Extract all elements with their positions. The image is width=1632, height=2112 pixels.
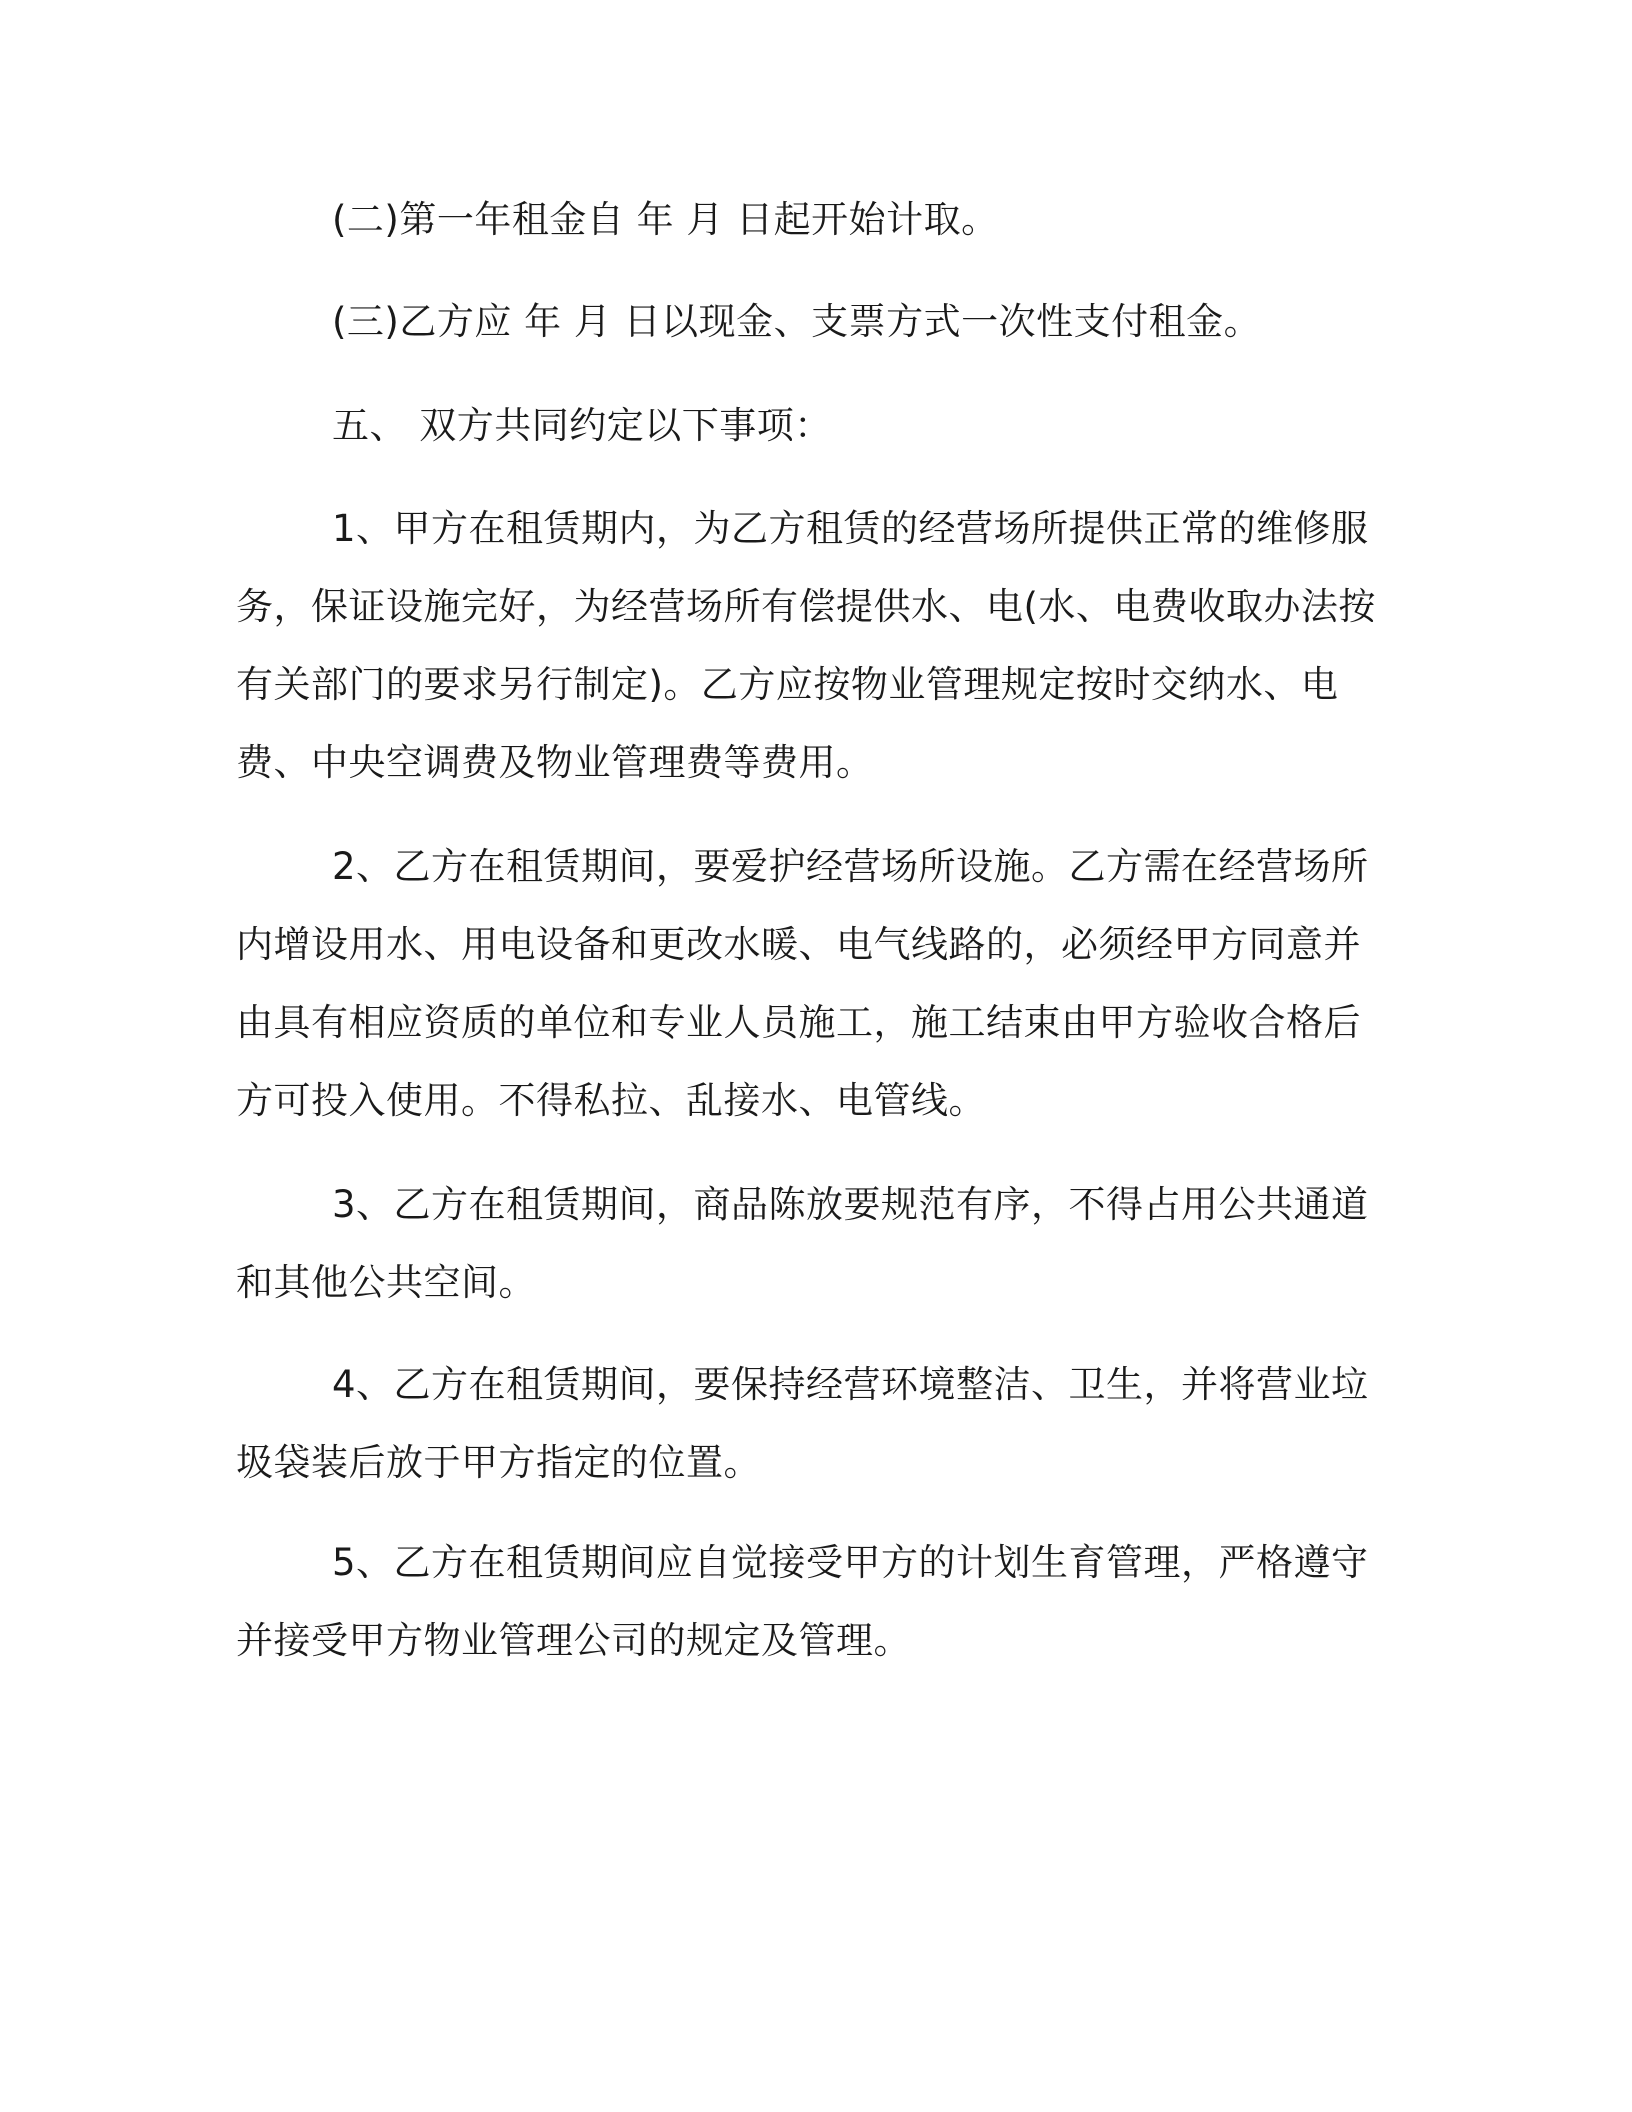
paragraph-item-2: 2、乙方在租赁期间，要爱护经营场所设施。乙方需在经营场所内增设用水、用电设备和更改水暖、电气线路的，必须经甲方同意并由具有相应资质的单位和专业人员施工，施工结束由甲方验收合格后方可投入使用。不得私拉、乱接水、电管线。 [236,845,1369,1122]
paragraph-item-4: 4、乙方在租赁期间，要保持经营环境整洁、卫生，并将营业垃圾袋装后放于甲方指定的位置。 [236,1363,1369,1484]
paragraph-rent-payment: (三)乙方应 年 月 日以现金、支票方式一次性支付租金。 [332,300,1262,343]
paragraph-item-1: 1、甲方在租赁期内，为乙方租赁的经营场所提供正常的维修服务，保证设施完好，为经营场所有偿提供水、电(水、电费收取办法按有关部门的要求另行制定)。乙方应按物业管理规定按时交纳水、电费、中央空调费及物业管理费等费用。 [236,507,1376,784]
paragraph-item-5: 5、乙方在租赁期间应自觉接受甲方的计划生育管理，严格遵守并接受甲方物业管理公司的规定及管理。 [236,1541,1369,1662]
paragraph-item-3: 3、乙方在租赁期间，商品陈放要规范有序，不得占用公共通道和其他公共空间。 [236,1183,1369,1304]
section-heading-agreed-matters: 五、 双方共同约定以下事项： [332,404,832,447]
paragraph-rent-start: (二)第一年租金自 年 月 日起开始计取。 [332,198,999,241]
